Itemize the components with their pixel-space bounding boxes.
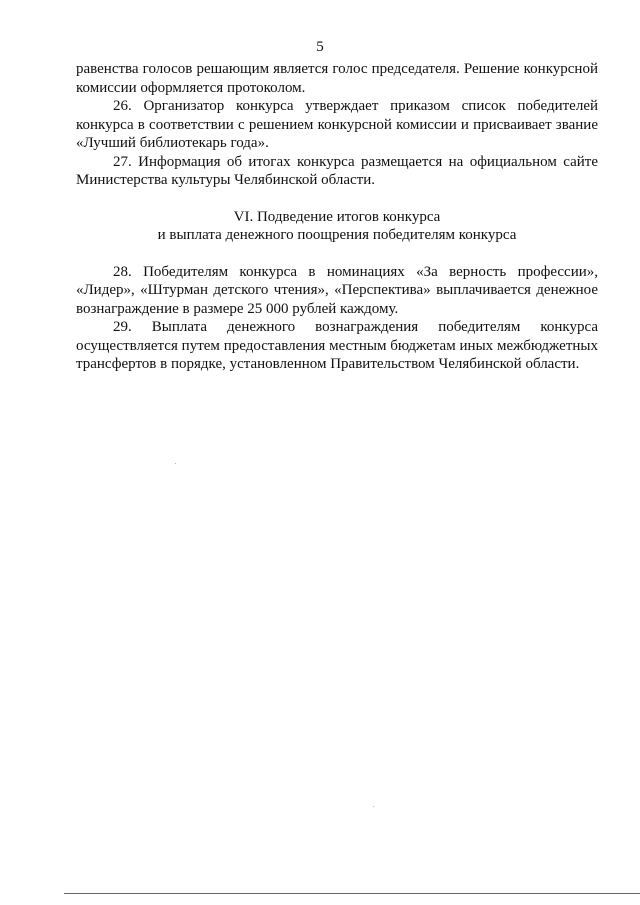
paragraph-28: 28. Победителям конкурса в номинациях «За верность профессии», «Лидер», «Штурман детского чтения», «Перспектива» выплачивается денежное вознаграждение в размере 25 000 рублей каждому. [76, 263, 598, 317]
paragraph-27: 27. Информация об итогах конкурса размещается на официальном сайте Министерства культуры Челябинской области. [76, 153, 598, 188]
page-number: 5 [316, 39, 324, 55]
paragraph-25-continuation: равенства голосов решающим является голос председателя. Решение конкурсной комиссии оформляется протоколом. [76, 61, 598, 96]
paragraph-26: 26. Организатор конкурса утверждает приказом список победителей конкурса в соответствии с решением конкурсной комиссии и присваивает звание «Лучший библиотекарь года». [76, 98, 598, 151]
scan-speck [175, 463, 176, 464]
section-heading [76, 208, 598, 245]
document-body [76, 60, 598, 374]
scan-speck [373, 806, 374, 807]
section-heading-line-1: VI. Подведение итогов конкурса [233, 208, 441, 225]
section-heading-line-2: и выплата денежного поощрения победителям конкурса [157, 227, 517, 243]
bottom-rule [64, 893, 640, 894]
paragraph-29: 29. Выплата денежного вознаграждения победителям конкурса осуществляется путем предоставления местным бюджетам иных межбюджетных трансфертов в порядке, установленном Правительством Челябинской области. [76, 319, 598, 372]
